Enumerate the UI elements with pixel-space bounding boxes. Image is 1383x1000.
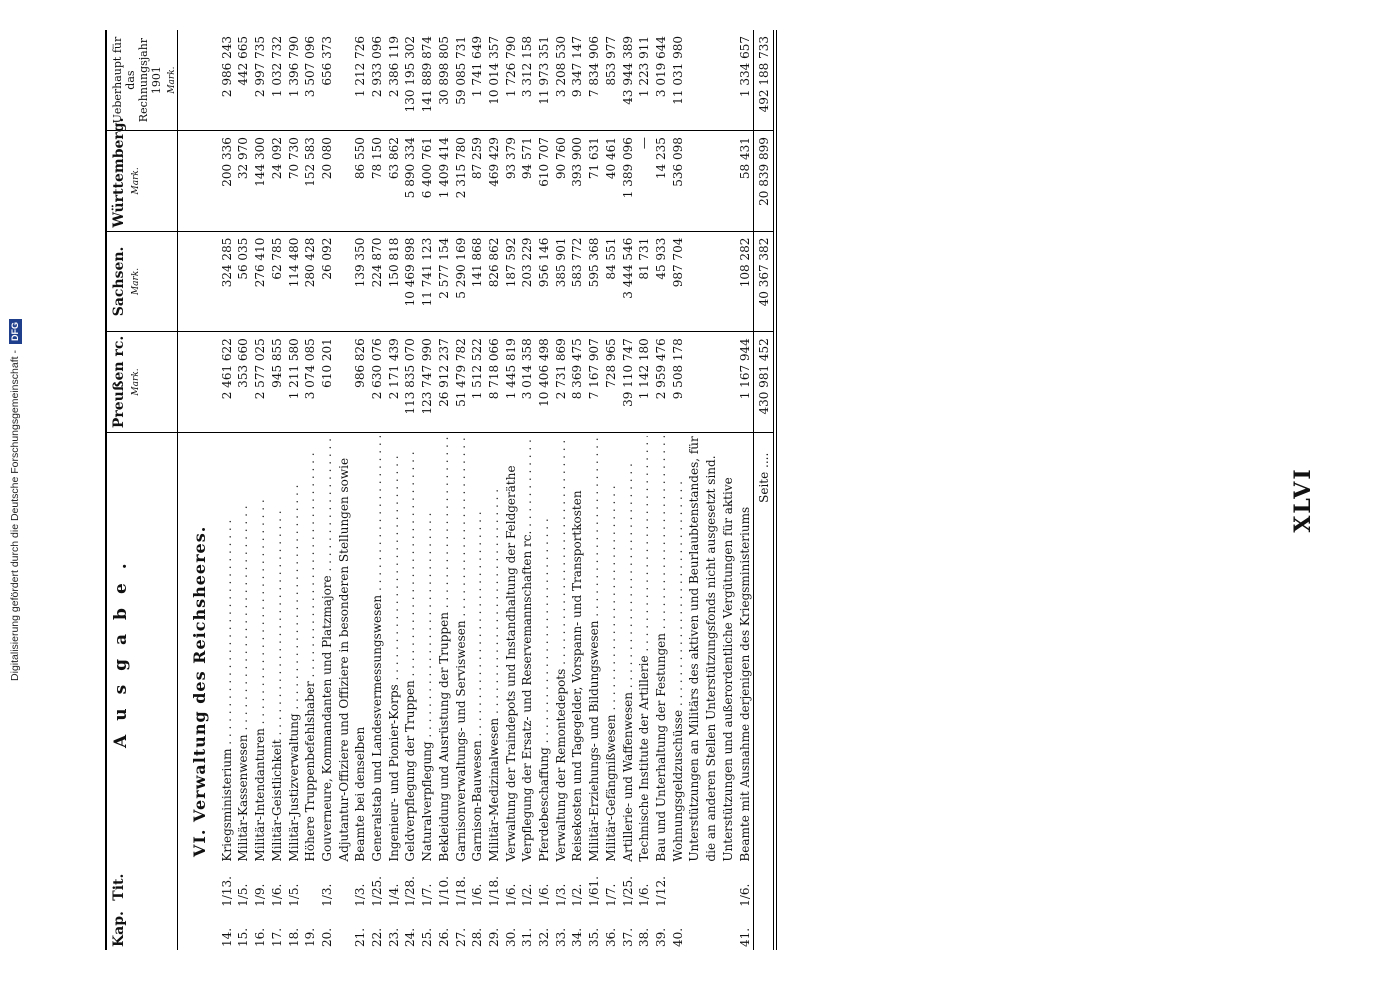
cell-desc bbox=[369, 432, 386, 864]
cell-desc bbox=[469, 432, 486, 864]
cell-sachsen: 324 285 bbox=[219, 231, 236, 332]
cell-desc bbox=[319, 432, 336, 864]
cell-wuerttemberg: 86 550 bbox=[336, 131, 369, 232]
cell-total: 2 933 096 bbox=[369, 30, 386, 131]
cell-preussen: 1 142 180 bbox=[636, 332, 653, 433]
cell-preussen: 3 074 085 bbox=[302, 332, 319, 433]
cell-desc-text: Militär-Intendanturen . . . bbox=[252, 436, 269, 862]
cell-tit: 1/7. bbox=[603, 883, 618, 907]
total-wuerttemberg: 20 839 899 bbox=[754, 131, 773, 232]
cell-preussen: 8 718 066 bbox=[486, 332, 503, 433]
cell-total: 7 834 906 bbox=[586, 30, 603, 131]
cell-preussen: 7 167 907 bbox=[586, 332, 603, 433]
cell-preussen: 610 201 bbox=[319, 332, 336, 433]
cell-total: 1 726 790 bbox=[503, 30, 520, 131]
cell-sachsen: 108 282 bbox=[686, 231, 753, 332]
cell-tit: 1/25. bbox=[370, 876, 385, 907]
cell-wuerttemberg: 5 890 334 bbox=[402, 131, 419, 232]
cell-total: 3 019 644 bbox=[653, 30, 670, 131]
cell-kap: 39. bbox=[653, 927, 668, 947]
cell-sachsen: 5 290 169 bbox=[453, 231, 470, 332]
cell-total: 11 973 351 bbox=[536, 30, 553, 131]
table-row bbox=[636, 30, 653, 950]
cell-total: 2 997 735 bbox=[252, 30, 269, 131]
cell-wuerttemberg: 24 092 bbox=[269, 131, 286, 232]
cell-tit: 1/6. bbox=[637, 883, 652, 907]
cell-tit: 1/6. bbox=[537, 883, 552, 907]
cell-tit: 1/2. bbox=[520, 883, 535, 907]
header-sachsen-label: Sachsen. bbox=[111, 246, 127, 317]
cell-desc-text: Verwaltung der Traindepots und Instandhaltung der Feldgeräthe bbox=[503, 465, 518, 862]
header-unit: Mark. bbox=[131, 368, 141, 396]
cell-kap: 22. bbox=[370, 927, 385, 947]
cell-wuerttemberg: 87 259 bbox=[469, 131, 486, 232]
cell-kap: 14. bbox=[219, 927, 234, 947]
cell-total: 853 977 bbox=[603, 30, 620, 131]
cell-kap: 33. bbox=[553, 927, 568, 947]
cell-sachsen: 956 146 bbox=[536, 231, 553, 332]
table-row bbox=[469, 30, 486, 950]
cell-tit: 1/9. bbox=[253, 883, 268, 907]
cell-tit: 1/5. bbox=[286, 883, 301, 907]
cell-desc-text: Kriegsministerium . . . bbox=[219, 436, 236, 862]
cell-desc bbox=[269, 432, 286, 864]
cell-tit bbox=[670, 865, 687, 910]
cell-preussen: 3 014 358 bbox=[519, 332, 536, 433]
cell-desc-text: Militär-Gefängnißwesen . . . bbox=[603, 436, 620, 862]
cell-total: 59 085 731 bbox=[453, 30, 470, 131]
page-number: XLVI bbox=[1290, 467, 1316, 533]
cell-total: 1 396 790 bbox=[286, 30, 303, 131]
cell-desc bbox=[419, 432, 436, 864]
cell-preussen: 728 965 bbox=[603, 332, 620, 433]
total-label: Seite .... bbox=[754, 432, 773, 864]
cell-desc-text: Ingenieur- und Pionier-Korps . . . bbox=[386, 436, 403, 862]
cell-kap: 17. bbox=[269, 927, 284, 947]
cell-desc-text: Bau und Unterhaltung der Festungen . . . bbox=[653, 436, 670, 862]
table-header-row bbox=[107, 30, 178, 950]
header-unit: Mark. bbox=[167, 66, 177, 94]
table-row bbox=[670, 30, 687, 950]
cell-desc-text: Adjutantur-Offiziere und Offiziere in besonderen Stellungen sowie Beamte bei denselben bbox=[336, 457, 368, 862]
cell-desc-text: Garnisonverwaltungs- und Serviswesen . . . bbox=[453, 436, 470, 862]
cell-total: 10 014 357 bbox=[486, 30, 503, 131]
cell-desc-text: Naturalverpflegung . . . bbox=[419, 436, 436, 862]
cell-preussen: 2 171 439 bbox=[386, 332, 403, 433]
cell-preussen: 26 912 237 bbox=[436, 332, 453, 433]
cell-wuerttemberg: 40 461 bbox=[603, 131, 620, 232]
expenditure-table bbox=[105, 30, 777, 950]
cell-desc bbox=[336, 432, 369, 864]
cell-sachsen: 595 368 bbox=[586, 231, 603, 332]
cell-desc bbox=[503, 432, 520, 864]
cell-sachsen: 203 229 bbox=[519, 231, 536, 332]
cell-kap: 16. bbox=[253, 927, 268, 947]
cell-desc-text: Militär-Justizverwaltung . . . bbox=[286, 436, 303, 862]
cell-preussen: 51 479 782 bbox=[453, 332, 470, 433]
cell-desc bbox=[569, 432, 586, 864]
cell-tit: 1/13. bbox=[219, 876, 234, 907]
cell-wuerttemberg: 78 150 bbox=[369, 131, 386, 232]
cell-preussen: 10 406 498 bbox=[536, 332, 553, 433]
cell-empty bbox=[754, 865, 773, 910]
cell-wuerttemberg: 90 760 bbox=[553, 131, 570, 232]
cell-desc bbox=[402, 432, 419, 864]
cell-tit: 1/25. bbox=[620, 876, 635, 907]
cell-tit: 1/3. bbox=[353, 883, 368, 907]
table-body bbox=[178, 30, 773, 950]
table-row bbox=[252, 30, 269, 950]
cell-desc-text: Bekleidung und Ausrüstung der Truppen . . . bbox=[436, 436, 453, 862]
cell-kap: 19. bbox=[303, 927, 318, 947]
cell-wuerttemberg: 63 862 bbox=[386, 131, 403, 232]
cell-desc bbox=[553, 432, 570, 864]
cell-desc-text: Gouverneure, Kommandanten und Platzmajore . . . bbox=[319, 436, 336, 862]
cell-preussen: 1 167 944 bbox=[686, 332, 753, 433]
cell-total: 2 386 119 bbox=[386, 30, 403, 131]
total-row bbox=[754, 30, 773, 950]
table-row bbox=[235, 30, 252, 950]
section-row bbox=[178, 30, 219, 950]
cell-kap: 20. bbox=[319, 927, 334, 947]
cell-wuerttemberg: 469 429 bbox=[486, 131, 503, 232]
cell-desc-text: Wohnungsgeldzuschüsse . . . bbox=[670, 436, 687, 862]
cell-desc bbox=[219, 432, 236, 864]
header-unit: Mark. bbox=[131, 167, 141, 195]
cell-kap: 34. bbox=[570, 927, 585, 947]
cell-kap: 27. bbox=[453, 927, 468, 947]
cell-sachsen: 187 592 bbox=[503, 231, 520, 332]
cell-tit: 1/6. bbox=[503, 883, 518, 907]
cell-wuerttemberg: 6 400 761 bbox=[419, 131, 436, 232]
cell-desc bbox=[653, 432, 670, 864]
cell-total: 3 208 530 bbox=[553, 30, 570, 131]
cell-tit: 1/6. bbox=[737, 883, 752, 907]
cell-desc-text: Verpflegung der Ersatz- und Reservemannschaften rc. . . . bbox=[519, 436, 536, 862]
cell-kap: 41. bbox=[737, 927, 752, 947]
total-preussen: 430 981 452 bbox=[754, 332, 773, 433]
cell-sachsen: 276 410 bbox=[252, 231, 269, 332]
table-row bbox=[519, 30, 536, 950]
cell-preussen: 123 747 990 bbox=[419, 332, 436, 433]
table-row bbox=[453, 30, 470, 950]
cell-preussen: 1 512 522 bbox=[469, 332, 486, 433]
cell-desc bbox=[620, 432, 637, 864]
cell-kap: 24. bbox=[403, 927, 418, 947]
cell-desc bbox=[453, 432, 470, 864]
cell-desc-text: Militär-Geistlichkeit . . . bbox=[269, 436, 286, 862]
cell-desc-text: Höhere Truppenbefehlshaber . . . bbox=[302, 436, 319, 862]
cell-preussen: 1 211 580 bbox=[286, 332, 303, 433]
cell-kap: 37. bbox=[620, 927, 635, 947]
cell-wuerttemberg: 200 336 bbox=[219, 131, 236, 232]
cell-desc bbox=[386, 432, 403, 864]
cell-sachsen: 385 901 bbox=[553, 231, 570, 332]
cell-desc bbox=[519, 432, 536, 864]
table-row bbox=[369, 30, 386, 950]
table-row bbox=[269, 30, 286, 950]
cell-tit: 1/18. bbox=[486, 876, 501, 907]
cell-kap: 18. bbox=[286, 927, 301, 947]
cell-total: 11 031 980 bbox=[670, 30, 687, 131]
cell-preussen: 986 826 bbox=[336, 332, 369, 433]
cell-sachsen: 150 818 bbox=[386, 231, 403, 332]
cell-sachsen: 114 480 bbox=[286, 231, 303, 332]
cell-kap: 32. bbox=[537, 927, 552, 947]
cell-tit: 1/7. bbox=[420, 883, 435, 907]
cell-total: 1 212 726 bbox=[336, 30, 369, 131]
cell-tit: 1/3. bbox=[319, 883, 334, 907]
cell-preussen: 2 577 025 bbox=[252, 332, 269, 433]
cell-total: 1 741 649 bbox=[469, 30, 486, 131]
section-title: VI. Verwaltung des Reichsheeres. bbox=[190, 525, 209, 858]
table-row bbox=[536, 30, 553, 950]
cell-sachsen: 2 577 154 bbox=[436, 231, 453, 332]
table-row bbox=[219, 30, 236, 950]
cell-desc bbox=[670, 432, 687, 864]
cell-preussen: 113 835 070 bbox=[402, 332, 419, 433]
cell-tit bbox=[302, 865, 319, 910]
cell-kap: 35. bbox=[587, 927, 602, 947]
cell-kap: 31. bbox=[520, 927, 535, 947]
cell-desc bbox=[603, 432, 620, 864]
table-row bbox=[319, 30, 336, 950]
cell-sachsen: 3 444 546 bbox=[620, 231, 637, 332]
cell-kap: 15. bbox=[236, 927, 251, 947]
cell-preussen: 353 660 bbox=[235, 332, 252, 433]
cell-kap: 28. bbox=[470, 927, 485, 947]
cell-kap: 25. bbox=[420, 927, 435, 947]
dfg-logo: DFG bbox=[9, 319, 22, 344]
cell-preussen: 2 731 869 bbox=[553, 332, 570, 433]
cell-wuerttemberg: 144 300 bbox=[252, 131, 269, 232]
cell-preussen: 39 110 747 bbox=[620, 332, 637, 433]
cell-desc-text: Technische Institute der Artillerie . . . bbox=[636, 436, 653, 862]
table-row bbox=[686, 30, 753, 950]
cell-wuerttemberg: 93 379 bbox=[503, 131, 520, 232]
cell-preussen: 1 445 819 bbox=[503, 332, 520, 433]
cell-desc-text: Unterstützungen an Militärs des aktiven und Beurlaubtenstandes, für die an anderen Stellen Unterstützungsfonds nicht ausgesetzt sind. Unterstützungen und außerordentliche Vergütungen für aktive Beamte mit Ausnahme derjenigen des Kriegsministeriums bbox=[687, 436, 752, 862]
table-row bbox=[486, 30, 503, 950]
header-wuerttemberg-label: Württemberg. bbox=[111, 117, 127, 228]
cell-wuerttemberg: 32 970 bbox=[235, 131, 252, 232]
cell-sachsen: 10 469 898 bbox=[402, 231, 419, 332]
header-sachsen bbox=[107, 231, 178, 332]
header-ueberhaupt bbox=[107, 30, 178, 131]
table-row bbox=[569, 30, 586, 950]
cell-desc bbox=[486, 432, 503, 864]
cell-desc-text: Geldverpflegung der Truppen . . . bbox=[402, 436, 419, 862]
table-row bbox=[503, 30, 520, 950]
cell-desc bbox=[436, 432, 453, 864]
cell-kap: 21. bbox=[353, 927, 368, 947]
header-ausgabe: Ausgabe. bbox=[107, 432, 178, 864]
cell-sachsen: 280 428 bbox=[302, 231, 319, 332]
header-tit: Tit. bbox=[107, 865, 178, 910]
table-row bbox=[336, 30, 369, 950]
table-row bbox=[286, 30, 303, 950]
table-row bbox=[553, 30, 570, 950]
cell-wuerttemberg: 1 389 096 bbox=[620, 131, 637, 232]
cell-kap: 23. bbox=[386, 927, 401, 947]
cell-wuerttemberg: 2 315 780 bbox=[453, 131, 470, 232]
watermark-text: Digitalisierung gefördert durch die Deutsche Forschungsgemeinschaft - bbox=[9, 350, 21, 681]
cell-tit: 1/10. bbox=[436, 876, 451, 907]
cell-desc bbox=[286, 432, 303, 864]
cell-wuerttemberg: 58 431 bbox=[686, 131, 753, 232]
cell-desc bbox=[636, 432, 653, 864]
cell-tit: 1/2. bbox=[570, 883, 585, 907]
cell-sachsen: 139 350 bbox=[336, 231, 369, 332]
cell-sachsen: 56 035 bbox=[235, 231, 252, 332]
cell-total: 141 889 874 bbox=[419, 30, 436, 131]
cell-wuerttemberg: 536 098 bbox=[670, 131, 687, 232]
cell-preussen: 2 630 076 bbox=[369, 332, 386, 433]
cell-tit: 1/28. bbox=[403, 876, 418, 907]
cell-wuerttemberg: 94 571 bbox=[519, 131, 536, 232]
cell-preussen: 2 461 622 bbox=[219, 332, 236, 433]
cell-desc bbox=[686, 432, 753, 864]
cell-sachsen: 11 741 123 bbox=[419, 231, 436, 332]
cell-sachsen: 987 704 bbox=[670, 231, 687, 332]
header-preussen-label: Preußen rc. bbox=[111, 335, 127, 429]
cell-preussen: 2 959 476 bbox=[653, 332, 670, 433]
table-row bbox=[586, 30, 603, 950]
cell-kap: 38. bbox=[637, 927, 652, 947]
table-row bbox=[419, 30, 436, 950]
cell-desc-text: Garnison-Bauwesen . . . bbox=[469, 436, 486, 862]
cell-sachsen: 62 785 bbox=[269, 231, 286, 332]
header-preussen bbox=[107, 332, 178, 433]
cell-desc bbox=[302, 432, 319, 864]
cell-desc bbox=[252, 432, 269, 864]
table-row bbox=[603, 30, 620, 950]
table-row bbox=[620, 30, 637, 950]
cell-wuerttemberg: 14 235 bbox=[653, 131, 670, 232]
cell-total: 1 223 911 bbox=[636, 30, 653, 131]
cell-wuerttemberg: 393 900 bbox=[569, 131, 586, 232]
cell-desc-text: Pferdebeschaffung . . . bbox=[536, 436, 553, 862]
cell-total: 43 944 389 bbox=[620, 30, 637, 131]
cell-desc bbox=[235, 432, 252, 864]
cell-desc bbox=[536, 432, 553, 864]
cell-desc-text: Reisekosten und Tagegelder, Vorspann- und Transportkosten bbox=[570, 490, 585, 862]
cell-wuerttemberg: 610 707 bbox=[536, 131, 553, 232]
table-row bbox=[436, 30, 453, 950]
cell-wuerttemberg: 152 583 bbox=[302, 131, 319, 232]
cell-desc-text: Militär-Kassenwesen . . . bbox=[235, 436, 252, 862]
cell-tit: 1/6. bbox=[470, 883, 485, 907]
cell-sachsen: 826 862 bbox=[486, 231, 503, 332]
cell-sachsen: 81 731 bbox=[636, 231, 653, 332]
cell-desc-text: Generalstab und Landesvermessungswesen . . . bbox=[369, 436, 386, 862]
cell-tit: 1/18. bbox=[453, 876, 468, 907]
cell-preussen: 8 369 475 bbox=[569, 332, 586, 433]
table-row bbox=[402, 30, 419, 950]
cell-wuerttemberg: — bbox=[636, 131, 653, 232]
cell-sachsen: 224 870 bbox=[369, 231, 386, 332]
cell-sachsen: 583 772 bbox=[569, 231, 586, 332]
cell-sachsen: 84 551 bbox=[603, 231, 620, 332]
cell-kap: 40. bbox=[670, 927, 685, 947]
cell-total: 442 665 bbox=[235, 30, 252, 131]
cell-wuerttemberg: 20 080 bbox=[319, 131, 336, 232]
cell-wuerttemberg: 70 730 bbox=[286, 131, 303, 232]
cell-sachsen: 26 092 bbox=[319, 231, 336, 332]
total-sachsen: 40 367 382 bbox=[754, 231, 773, 332]
cell-total: 2 986 243 bbox=[219, 30, 236, 131]
cell-tit: 1/5. bbox=[236, 883, 251, 907]
cell-kap: 29. bbox=[486, 927, 501, 947]
cell-tit: 1/12. bbox=[653, 876, 668, 907]
cell-desc bbox=[586, 432, 603, 864]
cell-tit: 1/61. bbox=[587, 876, 602, 907]
cell-kap: 36. bbox=[603, 927, 618, 947]
total-overall: 492 188 733 bbox=[754, 30, 773, 131]
cell-desc-text: Militär-Erziehungs- und Bildungswesen . . . bbox=[586, 436, 603, 862]
cell-kap: 30. bbox=[503, 927, 518, 947]
cell-empty bbox=[754, 910, 773, 950]
header-kap: Kap. bbox=[107, 910, 178, 950]
cell-total: 656 373 bbox=[319, 30, 336, 131]
cell-tit: 1/3. bbox=[553, 883, 568, 907]
cell-tit: 1/6. bbox=[269, 883, 284, 907]
cell-desc-text: Verwaltung der Remontedepots . . . bbox=[553, 436, 570, 862]
cell-total: 1 334 657 bbox=[686, 30, 753, 131]
cell-wuerttemberg: 1 409 414 bbox=[436, 131, 453, 232]
cell-sachsen: 45 933 bbox=[653, 231, 670, 332]
cell-total: 3 507 096 bbox=[302, 30, 319, 131]
cell-preussen: 9 508 178 bbox=[670, 332, 687, 433]
cell-total: 9 347 147 bbox=[569, 30, 586, 131]
cell-total: 1 032 732 bbox=[269, 30, 286, 131]
cell-total: 30 898 805 bbox=[436, 30, 453, 131]
header-ueberhaupt-label: Ueberhaupt für das Rechnungsjahr 1901 bbox=[111, 36, 163, 124]
cell-total: 3 312 158 bbox=[519, 30, 536, 131]
header-unit: Mark. bbox=[131, 267, 141, 296]
cell-sachsen: 141 868 bbox=[469, 231, 486, 332]
cell-kap: 26. bbox=[436, 927, 451, 947]
cell-desc-text: Artillerie- und Waffenwesen . . . bbox=[620, 436, 637, 862]
table-row bbox=[302, 30, 319, 950]
cell-desc-text: Militär-Medizinalwesen . . . bbox=[486, 436, 503, 862]
watermark bbox=[5, 0, 25, 1000]
cell-preussen: 945 855 bbox=[269, 332, 286, 433]
table-row bbox=[653, 30, 670, 950]
cell-tit: 1/4. bbox=[386, 883, 401, 907]
header-wuerttemberg bbox=[107, 117, 178, 232]
table-row bbox=[386, 30, 403, 950]
cell-total: 130 195 302 bbox=[402, 30, 419, 131]
cell-wuerttemberg: 71 631 bbox=[586, 131, 603, 232]
